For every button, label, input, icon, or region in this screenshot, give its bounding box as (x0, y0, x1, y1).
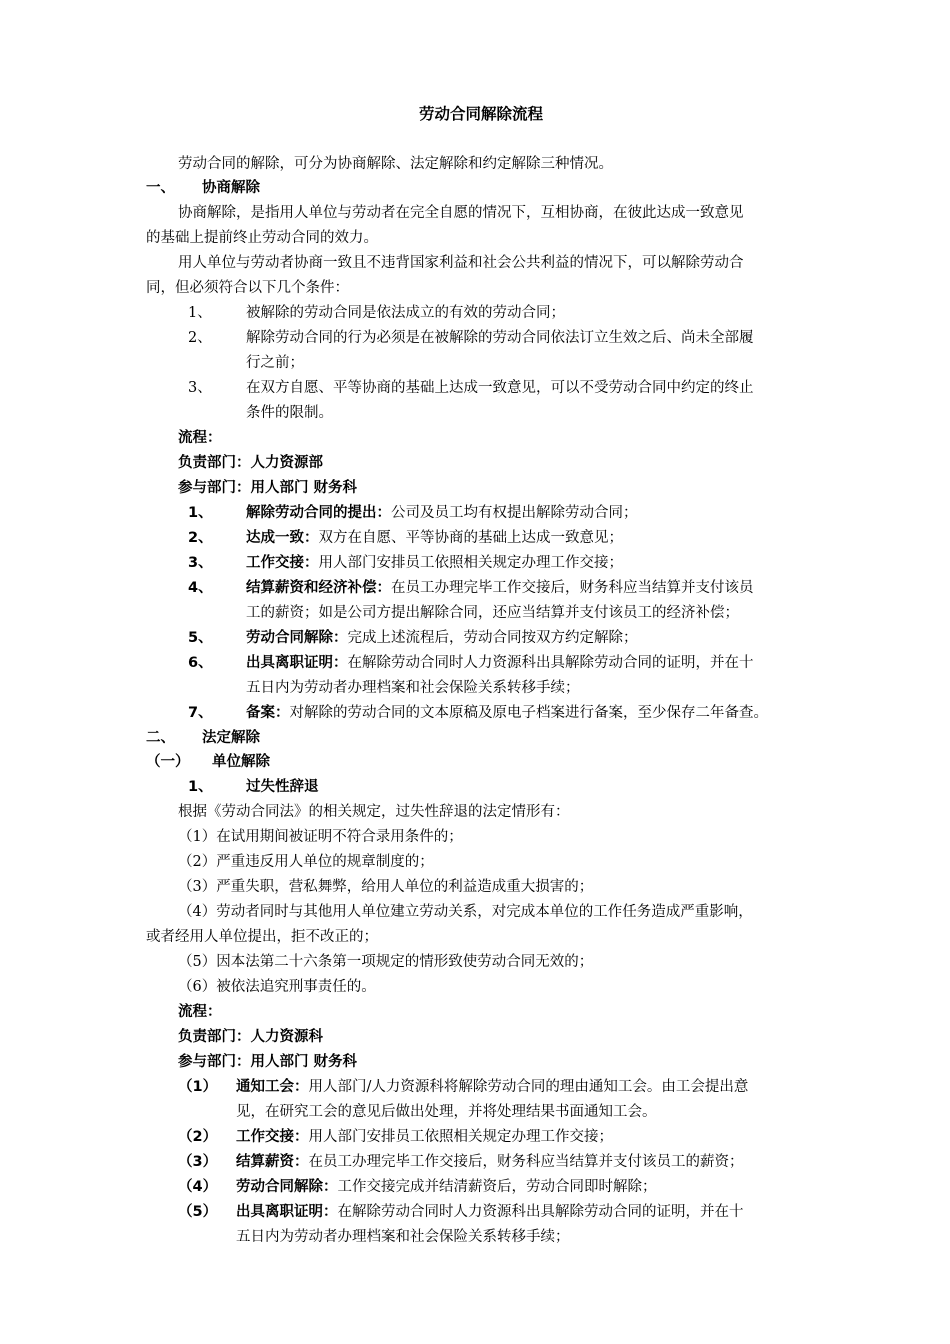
condition-number: 2、 (188, 330, 212, 346)
section1-para2-line1: 用人单位与劳动者协商一致且不违背国家利益和社会公共利益的情况下，可以解除劳动合 (178, 255, 744, 271)
step-number: 3、 (188, 555, 213, 571)
step-text: 公司及员工均有权提出解除劳动合同； (391, 505, 638, 521)
section2-heading: 法定解除 (202, 730, 260, 746)
step-label: 工作交接： (246, 555, 319, 571)
section1-flow-label: 流程： (178, 430, 222, 446)
step-label: 劳动合同解除： (246, 630, 348, 646)
step-row (236, 1075, 748, 1099)
section1-para2-line2: 同，但必须符合以下几个条件： (146, 280, 349, 296)
step-number: （5） (178, 1204, 218, 1220)
step-row (246, 626, 638, 650)
section1-responsible: 负责部门：人力资源部 (178, 455, 323, 471)
condition-text: 在双方自愿、平等协商的基础上达成一致意见，可以不受劳动合同中约定的终止 (246, 380, 754, 396)
step-number: 5、 (188, 630, 213, 646)
step-number: （1） (178, 1079, 218, 1095)
step-number: （2） (178, 1129, 218, 1145)
section2-sub-heading: 单位解除 (212, 754, 270, 770)
case-item: （6）被依法追究刑事责任的。 (178, 979, 376, 995)
intro-paragraph: 劳动合同的解除，可分为协商解除、法定解除和约定解除三种情况。 (178, 156, 613, 172)
step-label: 结算薪资和经济补偿： (246, 580, 391, 596)
step-text-cont: 工的薪资；如是公司方提出解除合同，还应当结算并支付该员工的经济补偿； (246, 605, 739, 621)
condition-text: 被解除的劳动合同是依法成立的有效的劳动合同； (246, 305, 565, 321)
step-row (246, 501, 638, 525)
step-row (246, 526, 623, 550)
case-item-cont: 或者经用人单位提出，拒不改正的； (146, 929, 378, 945)
section2-number: 二、 (146, 730, 175, 746)
section2-sub-number: （一） (146, 754, 190, 770)
condition-number: 3、 (188, 380, 212, 396)
step-label: 结算薪资： (236, 1154, 309, 1170)
section1-para1-line1: 协商解除，是指用人单位与劳动者在完全自愿的情况下，互相协商，在彼此达成一致意见 (178, 205, 744, 221)
step-label: 劳动合同解除： (236, 1179, 338, 1195)
page-title: 劳动合同解除流程 (419, 105, 544, 123)
step-text-cont: 五日内为劳动者办理档案和社会保险关系转移手续； (236, 1229, 570, 1245)
step-number: （3） (178, 1154, 218, 1170)
section1-number: 一、 (146, 180, 175, 196)
step-label: 达成一致： (246, 530, 319, 546)
step-text: 在员工办理完毕工作交接后，财务科应当结算并支付该员工的薪资； (308, 1154, 744, 1170)
case-item: （2）严重违反用人单位的规章制度的； (178, 854, 434, 870)
step-text: 在员工办理完毕工作交接后，财务科应当结算并支付该员 (391, 580, 754, 596)
condition-text-cont: 行之前； (246, 355, 304, 371)
step-text: 用人部门安排员工依照相关规定办理工作交接； (318, 555, 623, 571)
step-text-cont: 见，在研究工会的意见后做出处理，并将处理结果书面通知工会。 (236, 1104, 657, 1120)
section2-flow-label: 流程： (178, 1004, 222, 1020)
step-text: 在解除劳动合同时人力资源科出具解除劳动合同的证明，并在十 (337, 1204, 744, 1220)
step-label: 备案： (246, 705, 290, 721)
step-row (236, 1175, 657, 1199)
case-item: （5）因本法第二十六条第一项规定的情形致使劳动合同无效的； (178, 954, 594, 970)
step-text: 完成上述流程后，劳动合同按双方约定解除； (347, 630, 638, 646)
step-text: 对解除的劳动合同的文本原稿及原电子档案进行备案，至少保存二年备查。 (289, 705, 768, 721)
section2-item-heading: 过失性辞退 (246, 779, 319, 795)
case-item: （4）劳动者同时与其他用人单位建立劳动关系，对完成本单位的工作任务造成严重影响， (178, 904, 753, 920)
case-item: （1）在试用期间被证明不符合录用条件的； (178, 829, 463, 845)
section2-participants: 参与部门：用人部门 财务科 (178, 1054, 358, 1070)
step-number: 1、 (188, 505, 213, 521)
step-label: 出具离职证明： (246, 655, 348, 671)
step-number: 4、 (188, 580, 213, 596)
step-label: 出具离职证明： (236, 1204, 338, 1220)
step-text: 双方在自愿、平等协商的基础上达成一致意见； (318, 530, 623, 546)
step-text-cont: 五日内为劳动者办理档案和社会保险关系转移手续； (246, 680, 580, 696)
step-row (246, 651, 754, 675)
step-row (246, 576, 754, 600)
step-label: 工作交接： (236, 1129, 309, 1145)
step-row (236, 1150, 744, 1174)
step-text: 用人部门/人力资源科将解除劳动合同的理由通知工会。由工会提出意 (308, 1079, 749, 1095)
case-item: （3）严重失职，营私舞弊，给用人单位的利益造成重大损害的； (178, 879, 594, 895)
step-text: 用人部门安排员工依照相关规定办理工作交接； (308, 1129, 613, 1145)
step-text: 在解除劳动合同时人力资源科出具解除劳动合同的证明，并在十 (347, 655, 754, 671)
step-number: 7、 (188, 705, 213, 721)
step-number: 6、 (188, 655, 213, 671)
step-number: 2、 (188, 530, 213, 546)
condition-text-cont: 条件的限制。 (246, 405, 333, 421)
step-row (246, 701, 768, 725)
section1-para1-line2: 的基础上提前终止劳动合同的效力。 (146, 230, 378, 246)
step-label: 解除劳动合同的提出： (246, 505, 391, 521)
section1-heading: 协商解除 (202, 180, 260, 196)
section2-responsible: 负责部门：人力资源科 (178, 1029, 323, 1045)
condition-text: 解除劳动合同的行为必须是在被解除的劳动合同依法订立生效之后、尚未全部履 (246, 330, 754, 346)
step-row (246, 551, 623, 575)
step-text: 工作交接完成并结清薪资后，劳动合同即时解除； (337, 1179, 657, 1195)
step-number: （4） (178, 1179, 218, 1195)
section2-item-number: 1、 (188, 779, 213, 795)
step-label: 通知工会： (236, 1079, 309, 1095)
step-row (236, 1125, 613, 1149)
condition-number: 1、 (188, 305, 212, 321)
section1-participants: 参与部门：用人部门 财务科 (178, 480, 358, 496)
section2-basis: 根据《劳动合同法》的相关规定，过失性辞退的法定情形有： (178, 804, 570, 820)
step-row (236, 1200, 744, 1224)
